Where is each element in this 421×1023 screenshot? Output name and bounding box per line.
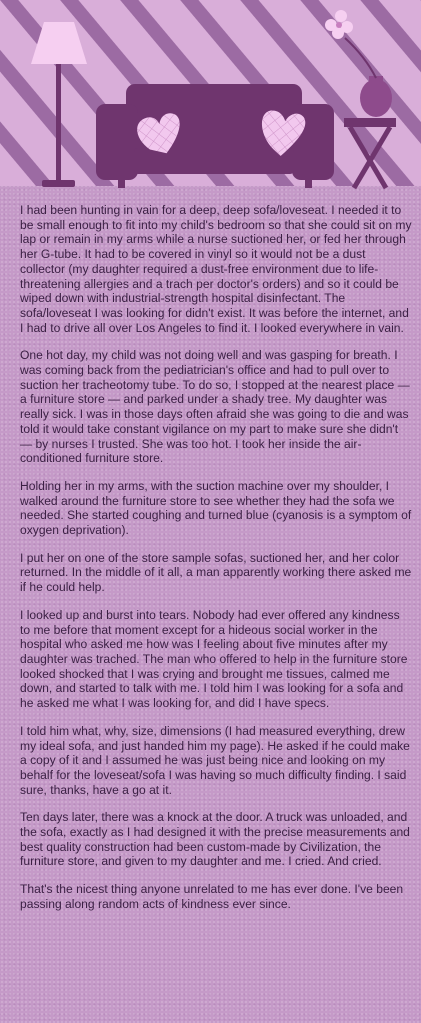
story-paragraph: One hot day, my child was not doing well and was gasping for breath. I was coming back from the pediatrician's office and had to pull over to suction her tracheotomy tube. To do so, I stopped at the nearest place — a furniture store — and parked under a shady tree. My daughter was really sick. I was in those days often afraid she was going to die and was told it would take constant vigilance on my part to make sure she didn't — by nurses I trusted. She was too hot. I took her inside the air-conditioned furniture store. xyxy=(20,348,410,466)
story-paragraph: I told him what, why, size, dimensions (I had measured everything, drew my ideal sofa, and just handed him my page). He asked if he could make a copy of it and I assumed he was just being nice and looking on my behalf for the loveseat/sofa I was having so much difficulty finding. I said sure, thanks, have a go at it. xyxy=(20,723,410,797)
living-room-illustration xyxy=(0,0,421,192)
story-paragraph: Holding her in my arms, with the suction machine over my shoulder, I walked around the furniture store to see whether they had the sofa we needed. She started coughing and turned blue (cyanosis is a symptom of oxygen deprivation). xyxy=(20,478,412,538)
story-paragraph: Ten days later, there was a knock at the door. A truck was unloaded, and the sofa, exactly as I had designed it with the precise measurements and best quality construction had been custom-made by Civilization, the furniture store, and given to my daughter and me. I cried. And cried. xyxy=(20,810,410,869)
story-paragraph: I had been hunting in vain for a deep, deep sofa/loveseat. I needed it to be small enough to fit into my child's bedroom so that she could sit on my lap or remain in my arms while a nurse suctioned her, or fed her through her G-tube. It had to be covered in vinyl so it would not be a dust collector (my daughter required a dust-free environment due to life-threatening allergies and a trach per doctor's orders) and so it could be wiped down with industrial-strength hospital disinfectant. The sofa/loveseat I was looking for didn't exist. It was before the internet, and I had to drive all over Los Angeles to find it. I looked everywhere in vain. xyxy=(20,203,412,335)
story-paragraph: That's the nicest thing anyone unrelated to me has ever done. I've been passing along random acts of kindness ever since. xyxy=(20,882,404,911)
story-paragraph: I put her on one of the store sample sofas, suctioned her, and her color returned. In the middle of it all, a man apparently working there asked me if he could help. xyxy=(20,550,412,595)
story-text xyxy=(20,203,412,925)
story-paragraph: I looked up and burst into tears. Nobody had ever offered any kindness to me before that moment except for a hideous social worker in the hospital who asked me how was I feeling about five minutes after my daughter was trached. The man who offered to help in the furniture store looked shocked that I was crying and brought me tissues, calmed me down, and started to talk with me. I told him I was looking for a sofa and he asked me what I was looking for, and did I have specs. xyxy=(20,607,408,711)
